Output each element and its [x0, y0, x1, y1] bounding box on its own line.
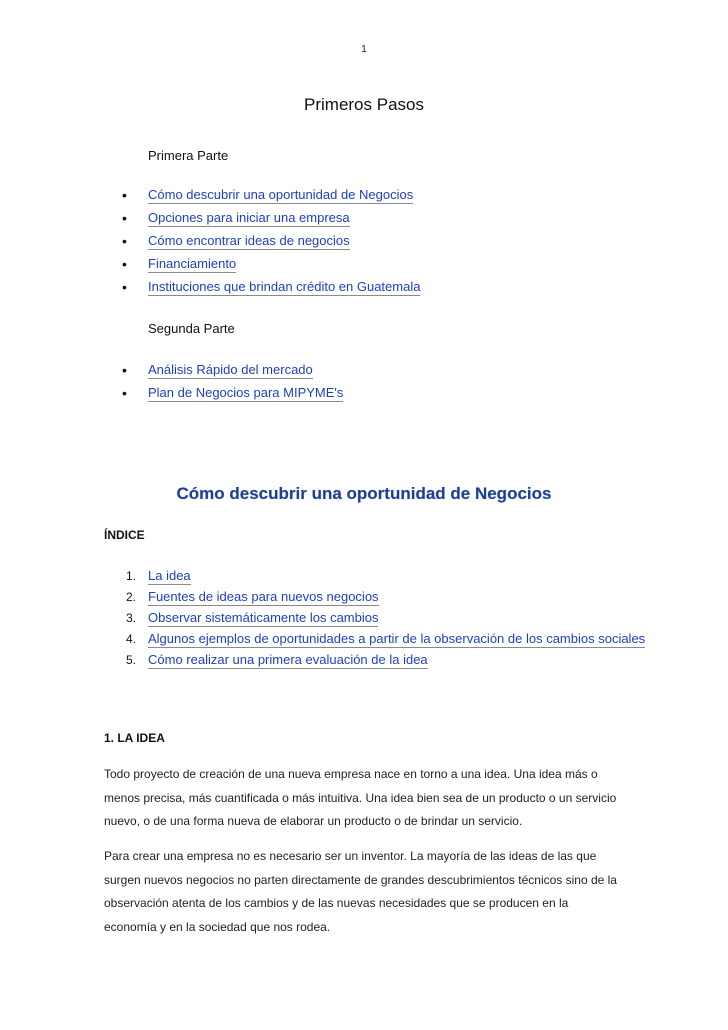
bullet-icon: • — [122, 385, 127, 401]
bullet-icon: • — [122, 279, 127, 295]
item-number: 4. — [125, 632, 136, 646]
section-title: Cómo descubrir una oportunidad de Negocios — [176, 484, 552, 503]
link-la-idea[interactable]: La idea — [148, 568, 191, 583]
idea-heading: 1. LA IDEA — [104, 731, 165, 745]
paragraph-2: Para crear una empresa no es necesario ser un inventor. La mayoría de las ideas de las que surgen nuevos negocios no parten directamente de grandes descubrimientos técnicos sino de la observación atenta de los cambios y de las nuevas necesidades que se producen en la economía y en la sociedad que nos rodea. — [104, 849, 617, 934]
link-financiamiento[interactable]: Financiamiento — [148, 256, 237, 271]
bullet-icon: • — [122, 187, 127, 203]
item-number: 1. — [125, 569, 136, 583]
link-ideas-negocios[interactable]: Cómo encontrar ideas de negocios — [148, 233, 350, 248]
bullet-icon: • — [122, 233, 127, 249]
index-label: ÍNDICE — [104, 528, 145, 542]
link-analisis-mercado[interactable]: Análisis Rápido del mercado — [148, 362, 313, 377]
bullet-icon: • — [122, 362, 127, 378]
part-one-heading: Primera Parte — [148, 148, 229, 163]
part-two-heading: Segunda Parte — [148, 321, 235, 336]
page-title: Primeros Pasos — [304, 95, 424, 114]
paragraph-1: Todo proyecto de creación de una nueva empresa nace en torno a una idea. Una idea más o menos precisa, más cuantificada o más intuitiva. Una idea bien sea de un producto o un servicio nuevo, o de una forma nueva de elaborar un producto o de brindar un servicio. — [104, 767, 617, 828]
item-number: 5. — [125, 653, 136, 667]
link-plan-negocios[interactable]: Plan de Negocios para MIPYME's — [148, 385, 344, 400]
link-oportunidad-negocios[interactable]: Cómo descubrir una oportunidad de Negocios — [148, 187, 414, 202]
bullet-icon: • — [122, 256, 127, 272]
link-opciones-empresa[interactable]: Opciones para iniciar una empresa — [148, 210, 350, 225]
bullet-icon: • — [122, 210, 127, 226]
link-ejemplos-oportunidades[interactable]: Algunos ejemplos de oportunidades a partir de la observación de los cambios sociales — [148, 631, 646, 646]
link-fuentes-ideas[interactable]: Fuentes de ideas para nuevos negocios — [148, 589, 379, 604]
link-evaluacion-idea[interactable]: Cómo realizar una primera evaluación de la idea — [148, 652, 428, 667]
link-observar-cambios[interactable]: Observar sistemáticamente los cambios — [148, 610, 379, 625]
page-number: 1 — [361, 44, 367, 55]
item-number: 2. — [125, 590, 136, 604]
link-instituciones-credito[interactable]: Instituciones que brindan crédito en Guatemala — [148, 279, 421, 294]
item-number: 3. — [125, 611, 136, 625]
